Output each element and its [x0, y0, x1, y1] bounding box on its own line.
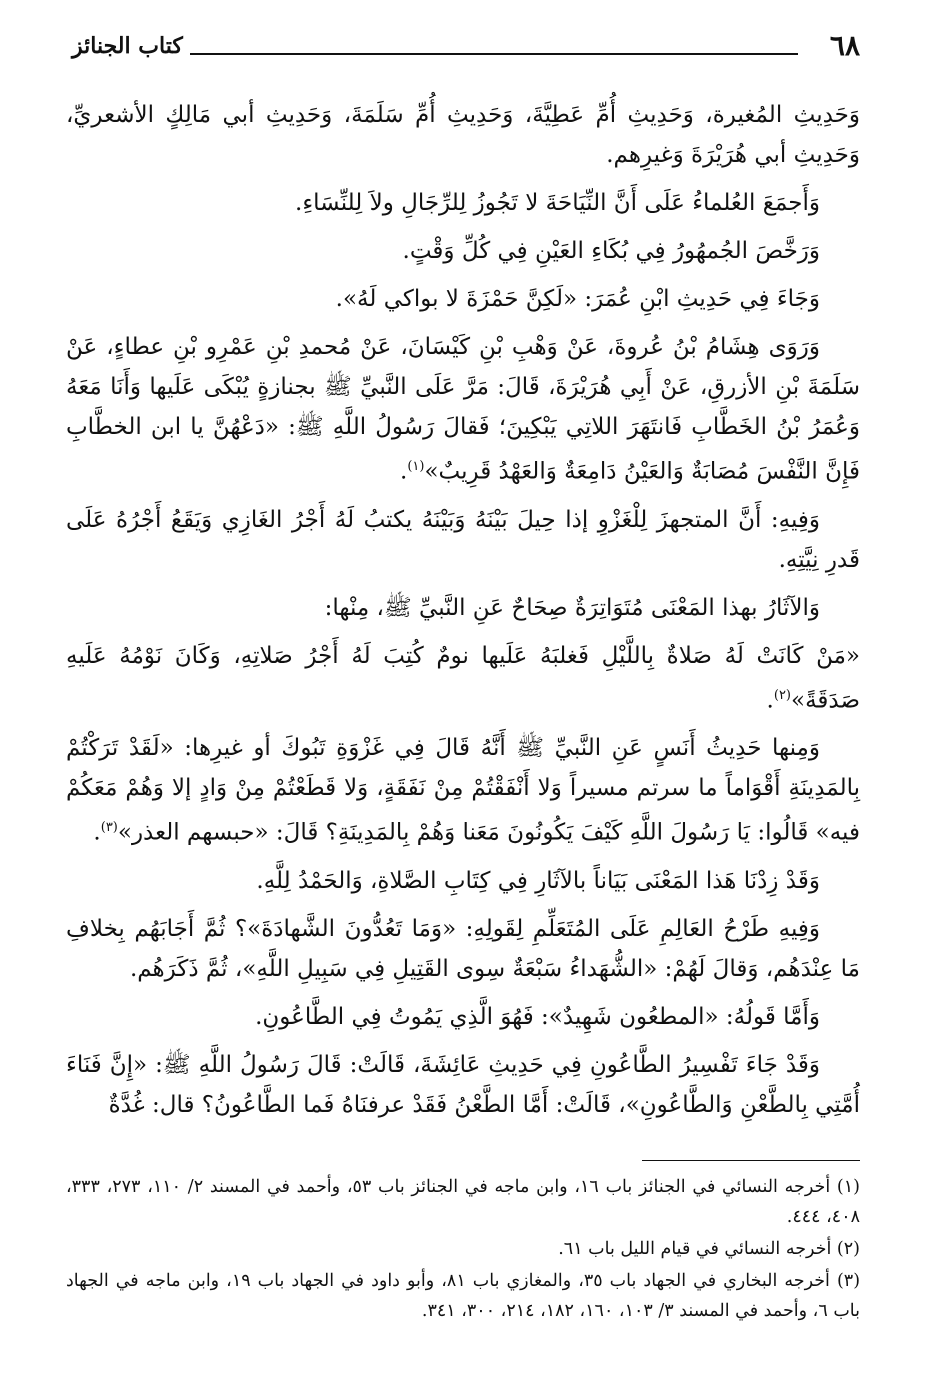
page-number: ٦٨	[829, 29, 860, 62]
paragraph: وَجَاءَ فِي حَدِيثِ ابْنِ عُمَرَ: «لَكِنَّ حَمْزَةَ لا بواكي لَهُ».	[335, 286, 820, 312]
paragraph: وَمِنها حَدِيثُ أَنَسٍ عَنِ النَّبيِّ ﷺ أَنَّهُ قَالَ فِي غَزْوَةِ تَبُوكَ أو غيرِها: «لَقَدْ تَرَكْتُمْ بِالمَدِينَةِ أَقْوَاماً ما سرتم مسيراً وَلا أَنْفَقْتُمْ مِنْ نَفَقَةٍ، وَلا قَطَعْتُمْ مِنْ وَادٍ إلا وَهُمْ مَعَكُمْ فيه» قَالُوا: يَا رَسُولَ اللَّهِ كَيْفَ يَكُونُونَ مَعَنا وَهُمْ بِالمَدِينَةِ؟ قَالَ: «حبسهم العذر»$^{(٣)}$.	[66, 735, 860, 846]
footnote: (٢) أخرجه النسائي في قيام الليل باب ٦١.	[558, 1239, 860, 1259]
paragraph: وَالآثَارُ بهذا المَعْنَى مُتَوَاتِرَةٌ صِحَاحٌ عَنِ النَّبيِّ ﷺ، مِنْها:	[324, 594, 820, 621]
paragraph: وَفِيهِ طَرْحُ العَالِمِ عَلَى المُتَعَلِّمِ لِقَولِهِ: «وَمَا تَعُدُّونَ الشَّهادَةَ»؟ ثُمَّ أَجَابَهُم بِخلافِ مَا عِنْدَهُم، وَقالَ لَهُمْ: «الشُّهَداءُ سَبْعَةٌ سِوى القَتِيلِ فِي سَبِيلِ اللَّهِ»، ثُمَّ ذَكَرَهُم.	[66, 915, 860, 982]
main-text	[66, 95, 860, 1133]
paragraph: وَأَمَّا قَولُهُ: «المطعُون شَهِيدٌ»: فَهُوَ الَّذِي يَمُوتُ فِي الطَّاعُونِ.	[255, 1003, 820, 1030]
paragraph: وَقَدْ زِدْنَا هَذا المَعْنَى بَيَاناً بالآثَارِ فِي كِتَابِ الصَّلاةِ، وَالحَمْدُ لِلَّهِ.	[256, 867, 820, 894]
paragraph: وَرَخَّصَ الجُمهُورُ فِي بُكَاءِ العَيْنِ فِي كُلِّ وَقْتٍ.	[402, 238, 820, 264]
book-title: كتاب الجنائز	[72, 33, 183, 59]
footnote: (١) أخرجه النسائي في الجنائز باب ١٦، وابن ماجه في الجنائز باب ٥٣، وأحمد في المسند ٢/ ١١٠، ٢٧٣، ٣٣٣، ٤٠٨، ٤٤٤.	[66, 1177, 860, 1227]
footnote-marker: (٢)	[773, 687, 791, 703]
page-header	[72, 26, 860, 66]
paragraph: وَفِيهِ: أَنَّ المتجهزَ لِلْغَزْوِ إذا حِيلَ بَيْنَهُ وَبَيْنَهُ يكتبُ لَهُ أَجْرُ الغَازِي وَيَقَعُ أَجْرُهُ عَلَى قَدرِ نِيَّتِهِ.	[66, 506, 860, 573]
footnote-separator	[642, 1160, 860, 1161]
footnote-marker: (٣)	[100, 820, 118, 836]
footnote: (٣) أخرجه البخاري في الجهاد باب ٣٥، والمغازي باب ٨١، وأبو داود في الجهاد باب ١٩، وابن ماجه في الجهاد باب ٦، وأحمد في المسند ٣/ ١٠٣، ١٦٠، ١٨٢، ٢١٤، ٣٠٠، ٣٤١.	[66, 1271, 861, 1321]
paragraph: وَرَوَى هِشَامُ بْنُ عُروةَ، عَنْ وَهْبِ بْنِ كَيْسَانَ، عَنْ مُحمدِ بْنِ عَمْرِو بْنِ عطاءٍ، عَنْ سَلَمَةَ بْنِ الأزرقِ، عَنْ أَبِي هُرَيْرَةَ، قَالَ: مَرَّ عَلَى النَّبيِّ ﷺ بجنازةٍ يُبْكَى عَلَيها وَأَنَا مَعَهُ وَعُمَرُ بْنُ الخَطَّابِ فَانتَهَرَ اللاتِي يَبْكِينَ؛ فَقالَ رَسُولُ اللَّهِ ﷺ: «دَعْهُنَّ يا ابن الخطَّابِ فَإِنَّ النَّفْسَ مُصَابَةٌ وَالعَيْنُ دَامِعَةٌ وَالعَهْدُ قَرِيبٌ»$^{(١)}$.	[66, 334, 860, 485]
paragraph: وَحَدِيثِ المُغيرة، وَحَدِيثِ أُمِّ عَطِيَّةَ، وَحَدِيثِ أُمِّ سَلَمَةَ، وَحَدِيثِ أبي مَالِكٍ الأشعريِّ، وَحَدِيثِ أبي هُرَيْرَةَ وَغيرِهم.	[66, 102, 860, 168]
paragraph: وَقَدْ جَاءَ تَفْسِيرُ الطَّاعُونِ فِي حَدِيثِ عَائِشَةَ، قَالَتْ: قَالَ رَسُولُ اللَّهِ ﷺ: «إِنَّ فَنَاءَ أُمَّتِي بِالطَّعْنِ وَالطَّاعُونِ»، قَالَتْ: أَمَّا الطَّعْنُ فَقَدْ عرفنَاهُ فَما الطَّاعُونُ؟ قال: غُدَّةٌ	[66, 1051, 860, 1118]
header-rule	[190, 53, 798, 55]
footnotes	[66, 1172, 860, 1328]
paragraph: وَأَجمَعَ العُلماءُ عَلَى أَنَّ النِّيَاحَةَ لا تَجُوزُ لِلرِّجَالِ ولاَ لِلنِّسَاءِ.	[295, 190, 820, 216]
footnote-marker: (١)	[407, 459, 425, 474]
paragraph: «مَنْ كَانَتْ لَهُ صَلاةٌ بِاللَّيْلِ فَغلبَهُ عَلَيها نومٌ كُتِبَ لَهُ أَجْرُ صَلاتِهِ، وَكَانَ نَوْمُهُ عَلَيهِ صَدَقَةً»$^{(٢)}$.	[66, 642, 860, 714]
